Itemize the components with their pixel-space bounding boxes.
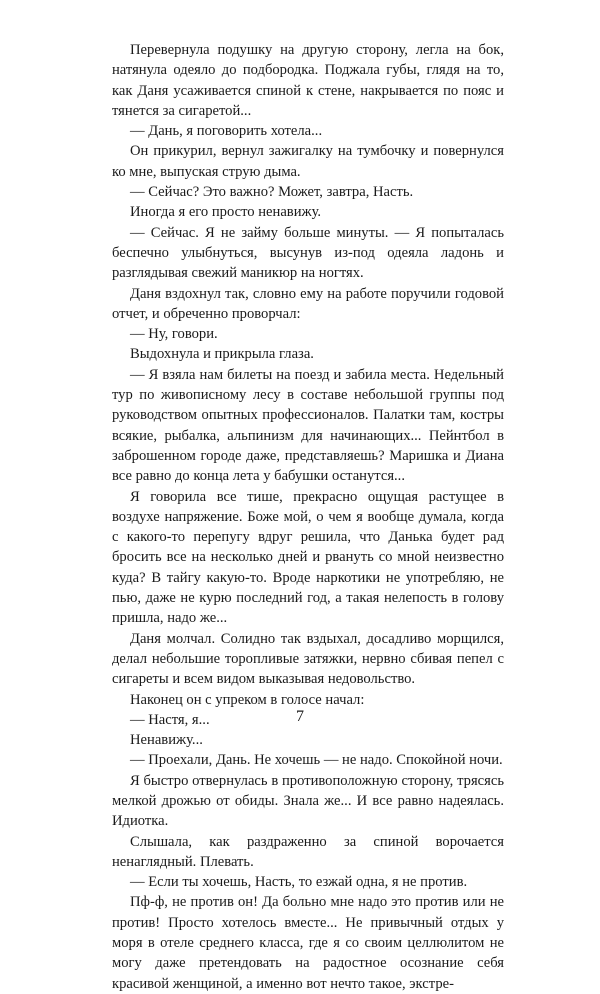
- paragraph: — Если ты хочешь, Насть, то езжай одна, я не против.: [130, 874, 468, 891]
- paragraph: Я быстро отвернулась в противоположную сторону, трясясь мелкой дрожью от обиды. Знала же... И все равно надеялась. Идиотка.: [112, 772, 504, 830]
- paragraph: — Я взяла нам билеты на поезд и забила места. Недельный тур по живописному лесу в составе небольшой группы под руководством опытных профессионалов. Палатки там, костры всякие, рыбалка, альпинизм для начинающих... Пейнтбол в заброшенном городе даже, представляешь? Маришка и Диана все равно до конца лета у бабушки останутся...: [112, 366, 504, 485]
- paragraph: Он прикурил, вернул зажигалку на тумбочку и повернулся ко мне, выпуская струю дыма.: [112, 143, 504, 180]
- paragraph: Пф-ф, не против он! Да больно мне надо это против или не против! Просто хотелось вместе... Не привычный отдых у моря в отеле среднего класса, где я со своим целлюлитом не могу даже претендовать на радостное осознание себя красивой женщиной, а именно вот нечто такое, экстре-: [112, 894, 504, 992]
- paragraph: — Настя, я...: [130, 711, 210, 728]
- paragraph: Даня молчал. Солидно так вздыхал, досадливо морщился, делал небольшие торопливые затяжки, нервно сбивая пепел с сигареты и всем видом выказывая недовольство.: [112, 630, 504, 688]
- paragraph: — Сейчас? Это важно? Может, завтра, Насть.: [130, 184, 414, 201]
- paragraph: — Ну, говори.: [130, 326, 218, 343]
- paragraph: Наконец он с упреком в голосе начал:: [130, 691, 365, 708]
- paragraph: Я говорила все тише, прекрасно ощущая растущее в воздухе напряжение. Боже мой, о чем я вообще думала, когда с какого-то перепугу вдруг решила, что Данька будет рад бросить все на несколько дней и рвануть со мной неизвестно куда? В тайгу какую-то. Вроде наркотики не употребляю, не пью, даже не курю последний год, а такая нелепость в голову пришла, надо же...: [112, 488, 504, 627]
- paragraph: Перевернула подушку на другую сторону, легла на бок, натянула одеяло до подбородка. Поджала губы, глядя на то, как Даня усаживается спиной к стене, накрывается по пояс и тянется за сигаретой...: [112, 42, 504, 119]
- page-number: 7: [296, 708, 304, 725]
- paragraph: Слышала, как раздраженно за спиной ворочается ненаглядный. Плевать.: [112, 833, 504, 870]
- paragraph: — Сейчас. Я не займу больше минуты. — Я попыталась беспечно улыбнуться, высунув из-под одеяла ладонь и разглядывая свежий маникюр на ногтях.: [112, 224, 504, 282]
- paragraph: Выдохнула и прикрыла глаза.: [130, 346, 314, 363]
- paragraph: Ненавижу...: [130, 732, 203, 749]
- body-text: [112, 40, 504, 994]
- paragraph: — Дань, я поговорить хотела...: [130, 123, 323, 140]
- paragraph: — Проехали, Дань. Не хочешь — не надо. Спокойной ночи.: [130, 752, 503, 769]
- paragraph: Даня вздохнул так, словно ему на работе поручили годовой отчет, и обреченно проворчал:: [112, 285, 504, 322]
- paragraph: Иногда я его просто ненавижу.: [130, 204, 322, 221]
